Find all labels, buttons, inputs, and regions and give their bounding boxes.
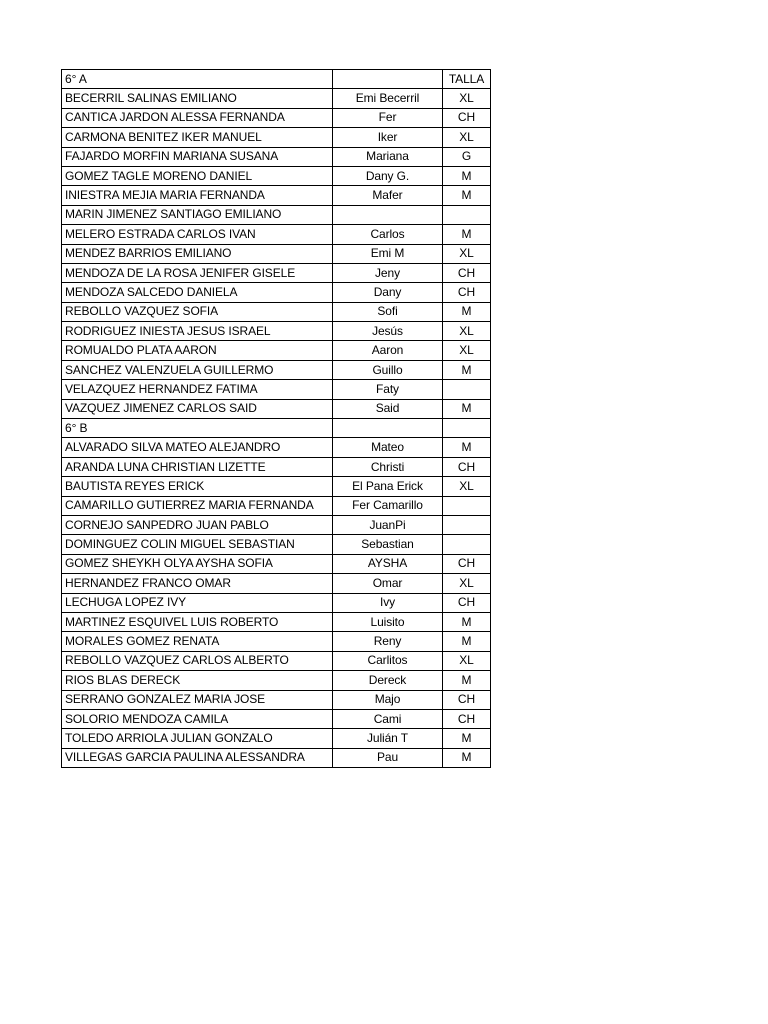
- size-cell: CH: [443, 593, 491, 612]
- table-row: [62, 729, 491, 748]
- nickname-cell: Pau: [333, 748, 443, 767]
- size-cell: M: [443, 360, 491, 379]
- table-row: [62, 709, 491, 728]
- nickname-cell: Reny: [333, 632, 443, 651]
- size-cell: XL: [443, 322, 491, 341]
- size-cell: M: [443, 748, 491, 767]
- header-row: [62, 70, 491, 89]
- student-name-cell: MORALES GOMEZ RENATA: [62, 632, 333, 651]
- table-row: [62, 380, 491, 399]
- table-row: [62, 632, 491, 651]
- table-row: [62, 244, 491, 263]
- nickname-cell: Luisito: [333, 612, 443, 631]
- size-cell: G: [443, 147, 491, 166]
- student-name-cell: TOLEDO ARRIOLA JULIAN GONZALO: [62, 729, 333, 748]
- student-name-cell: GOMEZ SHEYKH OLYA AYSHA SOFIA: [62, 554, 333, 573]
- table-row: [62, 515, 491, 534]
- size-cell: [443, 380, 491, 399]
- student-name-cell: VILLEGAS GARCIA PAULINA ALESSANDRA: [62, 748, 333, 767]
- table-row: [62, 322, 491, 341]
- student-name-cell: MELERO ESTRADA CARLOS IVAN: [62, 225, 333, 244]
- size-cell: XL: [443, 89, 491, 108]
- table-row: [62, 554, 491, 573]
- table-row: [62, 748, 491, 767]
- nickname-cell: Carlitos: [333, 651, 443, 670]
- student-name-cell: HERNANDEZ FRANCO OMAR: [62, 574, 333, 593]
- size-cell: CH: [443, 263, 491, 282]
- table-row: [62, 477, 491, 496]
- table-row: [62, 574, 491, 593]
- table-row: [62, 89, 491, 108]
- student-name-cell: REBOLLO VAZQUEZ CARLOS ALBERTO: [62, 651, 333, 670]
- nickname-cell: Mateo: [333, 438, 443, 457]
- size-header-cell: TALLA: [443, 70, 491, 89]
- size-cell: M: [443, 302, 491, 321]
- table-row: [62, 302, 491, 321]
- size-cell: CH: [443, 108, 491, 127]
- student-name-cell: ROMUALDO PLATA AARON: [62, 341, 333, 360]
- nickname-cell: Iker: [333, 128, 443, 147]
- nickname-cell: Emi Becerril: [333, 89, 443, 108]
- student-name-cell: INIESTRA MEJIA MARIA FERNANDA: [62, 186, 333, 205]
- size-cell: XL: [443, 477, 491, 496]
- nickname-cell: Sebastian: [333, 535, 443, 554]
- nickname-cell: Mafer: [333, 186, 443, 205]
- nickname-cell: Dany: [333, 283, 443, 302]
- student-name-cell: CARMONA BENITEZ IKER MANUEL: [62, 128, 333, 147]
- nickname-cell: Said: [333, 399, 443, 418]
- size-cell: [443, 419, 491, 438]
- table-row: [62, 535, 491, 554]
- table-row: [62, 457, 491, 476]
- student-name-cell: DOMINGUEZ COLIN MIGUEL SEBASTIAN: [62, 535, 333, 554]
- student-name-cell: SERRANO GONZALEZ MARIA JOSE: [62, 690, 333, 709]
- size-cell: M: [443, 225, 491, 244]
- nickname-cell: Omar: [333, 574, 443, 593]
- size-cell: XL: [443, 574, 491, 593]
- student-name-cell: ARANDA LUNA CHRISTIAN LIZETTE: [62, 457, 333, 476]
- size-cell: M: [443, 729, 491, 748]
- nickname-cell: Majo: [333, 690, 443, 709]
- table-row: [62, 341, 491, 360]
- table-row: [62, 186, 491, 205]
- size-cell: [443, 515, 491, 534]
- table-row: [62, 225, 491, 244]
- nickname-cell: Jesús: [333, 322, 443, 341]
- nickname-cell: Carlos: [333, 225, 443, 244]
- nickname-cell: Cami: [333, 709, 443, 728]
- student-name-cell: MARIN JIMENEZ SANTIAGO EMILIANO: [62, 205, 333, 224]
- student-name-cell: MENDOZA DE LA ROSA JENIFER GISELE: [62, 263, 333, 282]
- table-row: [62, 263, 491, 282]
- table-row: [62, 147, 491, 166]
- table-row: [62, 496, 491, 515]
- student-name-cell: REBOLLO VAZQUEZ SOFIA: [62, 302, 333, 321]
- student-name-cell: RODRIGUEZ INIESTA JESUS ISRAEL: [62, 322, 333, 341]
- nickname-cell: Mariana: [333, 147, 443, 166]
- nickname-cell: Jeny: [333, 263, 443, 282]
- student-name-cell: FAJARDO MORFIN MARIANA SUSANA: [62, 147, 333, 166]
- size-cell: XL: [443, 341, 491, 360]
- student-name-cell: GOMEZ TAGLE MORENO DANIEL: [62, 166, 333, 185]
- table-row: [62, 593, 491, 612]
- table-row: [62, 166, 491, 185]
- size-cell: XL: [443, 244, 491, 263]
- size-cell: CH: [443, 709, 491, 728]
- table-row: [62, 438, 491, 457]
- student-size-table: [61, 69, 491, 768]
- nickname-cell: JuanPi: [333, 515, 443, 534]
- nickname-cell: AYSHA: [333, 554, 443, 573]
- student-name-cell: CAMARILLO GUTIERREZ MARIA FERNANDA: [62, 496, 333, 515]
- table-row: [62, 360, 491, 379]
- student-name-cell: MARTINEZ ESQUIVEL LUIS ROBERTO: [62, 612, 333, 631]
- student-name-cell: CANTICA JARDON ALESSA FERNANDA: [62, 108, 333, 127]
- student-name-cell: LECHUGA LOPEZ IVY: [62, 593, 333, 612]
- student-name-cell: SOLORIO MENDOZA CAMILA: [62, 709, 333, 728]
- size-cell: [443, 496, 491, 515]
- nickname-cell: Guillo: [333, 360, 443, 379]
- size-cell: XL: [443, 651, 491, 670]
- table-row: [62, 651, 491, 670]
- group-header-cell: 6° A: [62, 70, 333, 89]
- student-name-cell: ALVARADO SILVA MATEO ALEJANDRO: [62, 438, 333, 457]
- student-name-cell: BAUTISTA REYES ERICK: [62, 477, 333, 496]
- student-name-cell: 6° B: [62, 419, 333, 438]
- size-cell: XL: [443, 128, 491, 147]
- size-cell: CH: [443, 690, 491, 709]
- table-row: [62, 283, 491, 302]
- table-row: [62, 690, 491, 709]
- size-cell: [443, 205, 491, 224]
- table-row: [62, 108, 491, 127]
- size-cell: CH: [443, 457, 491, 476]
- nickname-cell: Julián T: [333, 729, 443, 748]
- nickname-cell: Faty: [333, 380, 443, 399]
- nickname-cell: [333, 419, 443, 438]
- nickname-cell: Fer Camarillo: [333, 496, 443, 515]
- size-cell: M: [443, 438, 491, 457]
- student-name-cell: SANCHEZ VALENZUELA GUILLERMO: [62, 360, 333, 379]
- table-body: [62, 70, 491, 768]
- student-name-cell: VELAZQUEZ HERNANDEZ FATIMA: [62, 380, 333, 399]
- table-row: [62, 671, 491, 690]
- size-cell: [443, 535, 491, 554]
- size-cell: M: [443, 632, 491, 651]
- size-cell: M: [443, 399, 491, 418]
- nickname-cell: Sofi: [333, 302, 443, 321]
- size-cell: CH: [443, 283, 491, 302]
- table-row: [62, 612, 491, 631]
- size-cell: M: [443, 166, 491, 185]
- size-cell: M: [443, 612, 491, 631]
- nickname-cell: Dereck: [333, 671, 443, 690]
- nickname-cell: Aaron: [333, 341, 443, 360]
- nickname-cell: Emi M: [333, 244, 443, 263]
- table-row: [62, 128, 491, 147]
- student-name-cell: VAZQUEZ JIMENEZ CARLOS SAID: [62, 399, 333, 418]
- nickname-cell: Dany G.: [333, 166, 443, 185]
- size-cell: CH: [443, 554, 491, 573]
- student-name-cell: RIOS BLAS DERECK: [62, 671, 333, 690]
- student-name-cell: CORNEJO SANPEDRO JUAN PABLO: [62, 515, 333, 534]
- nickname-cell: [333, 205, 443, 224]
- nickname-cell: El Pana Erick: [333, 477, 443, 496]
- table-row: [62, 419, 491, 438]
- nickname-cell: Christi: [333, 457, 443, 476]
- table-row: [62, 399, 491, 418]
- nickname-cell: Ivy: [333, 593, 443, 612]
- nickname-header-cell: [333, 70, 443, 89]
- nickname-cell: Fer: [333, 108, 443, 127]
- student-name-cell: MENDOZA SALCEDO DANIELA: [62, 283, 333, 302]
- size-cell: M: [443, 186, 491, 205]
- table-row: [62, 205, 491, 224]
- student-name-cell: MENDEZ BARRIOS EMILIANO: [62, 244, 333, 263]
- size-cell: M: [443, 671, 491, 690]
- student-name-cell: BECERRIL SALINAS EMILIANO: [62, 89, 333, 108]
